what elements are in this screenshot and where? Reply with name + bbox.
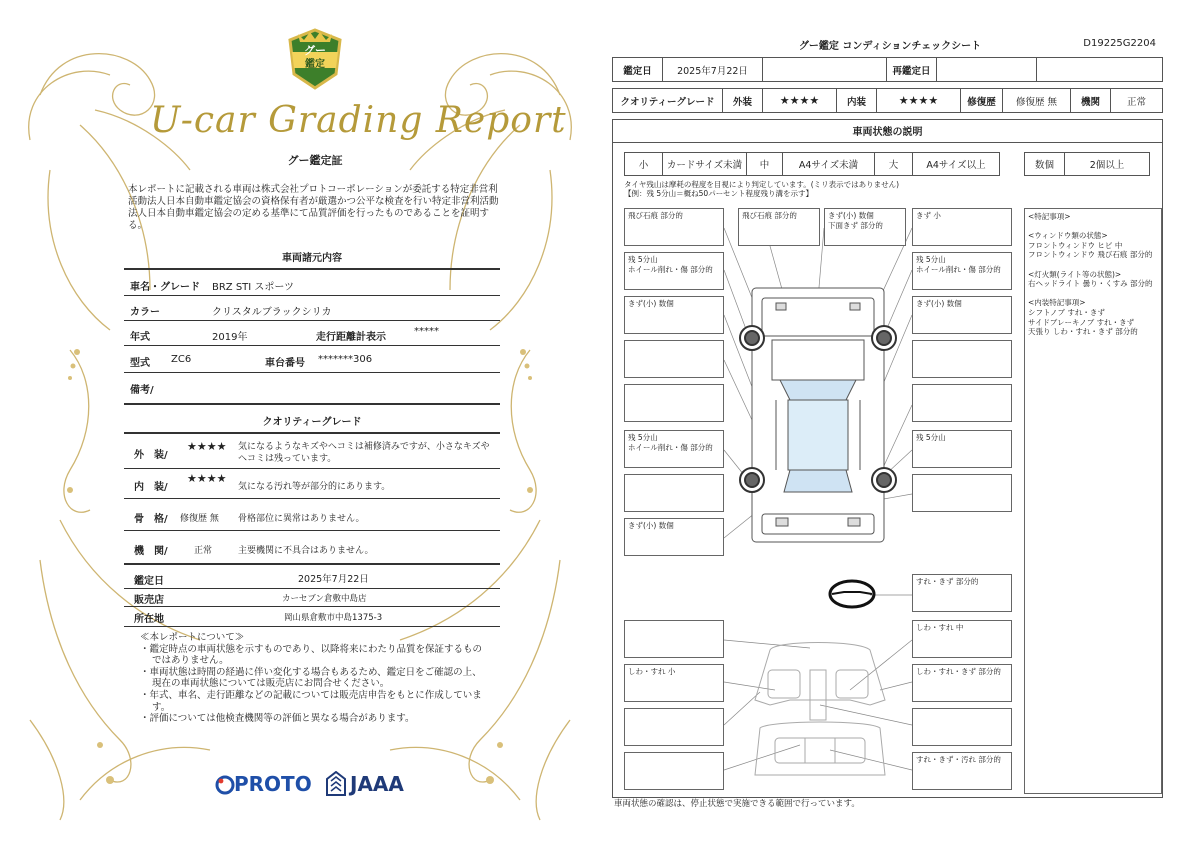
appraisal-date-label: 鑑定日 bbox=[613, 58, 663, 81]
condition-box: 飛び石痕 部分的 bbox=[738, 208, 820, 246]
mileage-value: ***** bbox=[414, 326, 439, 337]
appraisal-date-value: 2025年7月22日 bbox=[298, 574, 369, 585]
spec-section-title: 車両諸元内容 bbox=[282, 253, 342, 264]
remarks-line: 天張り しわ・すれ・きず 部分的 bbox=[1028, 327, 1138, 337]
interior-stars: ★★★★ bbox=[187, 472, 227, 485]
condition-box bbox=[912, 340, 1012, 378]
remarks-line bbox=[1028, 289, 1158, 299]
car-interior-view bbox=[755, 643, 885, 776]
note-item: ・車両状態は時間の経過に伴い変化する場合もあるため、鑑定日をご確認の上、現在の車両状態については販売店にお問合せください。 bbox=[140, 666, 482, 690]
address-label: 所在地 bbox=[134, 614, 164, 625]
exterior-stars: ★★★★ bbox=[187, 440, 227, 453]
condition-box: 残 5分山 ホイール削れ・傷 部分的 bbox=[624, 430, 724, 468]
count-desc: 2個以上 bbox=[1089, 160, 1125, 171]
condition-box: きず(小) 数個 bbox=[912, 296, 1012, 334]
condition-title: 車両状態の説明 bbox=[612, 119, 1163, 143]
proto-logo: PROTO bbox=[234, 772, 312, 796]
chassis-label: 車台番号 bbox=[265, 358, 305, 369]
note-item: ・評価については他検査機関等の評価と異なる場合があります。 bbox=[140, 713, 415, 725]
goo-appraisal-badge bbox=[286, 28, 344, 90]
divider bbox=[124, 268, 500, 270]
interior-label: 内 装/ bbox=[134, 482, 168, 493]
condition-box: 飛び石痕 部分的 bbox=[624, 208, 724, 246]
condition-box: すれ・きず 部分的 bbox=[912, 574, 1012, 612]
tire-note: タイヤ残山は摩耗の程度を目視により判定しています。(ミリ表示ではありません) bbox=[624, 180, 900, 189]
divider bbox=[124, 563, 500, 565]
condition-box bbox=[624, 708, 724, 746]
car-name-value: BRZ STI スポーツ bbox=[212, 282, 295, 293]
divider bbox=[124, 606, 500, 607]
exterior-label: 外 装/ bbox=[134, 450, 168, 461]
engine-label: 機 関/ bbox=[134, 546, 168, 557]
condition-box bbox=[912, 708, 1012, 746]
tire-note-example: 【例：残 5分山＝概ね50パーセント程度残り溝を示す】 bbox=[624, 189, 814, 198]
remarks-line: サイドブレーキノブ すれ・きず bbox=[1028, 317, 1135, 327]
remarks-label: 備考/ bbox=[130, 385, 154, 396]
condition-box: きず(小) 数個 bbox=[624, 296, 724, 334]
car-top-view bbox=[752, 288, 884, 542]
report-script-title: U-car Grading Report bbox=[150, 100, 567, 141]
engine-text: 主要機関に不具合はありません。 bbox=[238, 546, 374, 556]
badge-bottom-text: 鑑定 bbox=[305, 59, 325, 70]
condition-box bbox=[624, 620, 724, 658]
count-label: 数個 bbox=[1025, 153, 1065, 175]
condition-box: きず 小 bbox=[912, 208, 1012, 246]
note-item: ・鑑定時点の車両状態を示すものであり、以降将来にわたり品質を保証するものではありません。 bbox=[140, 643, 483, 667]
appraisal-date-value: 2025年7月22日 bbox=[663, 58, 763, 81]
divider bbox=[124, 403, 500, 405]
car-name-label: 車名・グレード bbox=[130, 282, 200, 293]
condition-check-sheet bbox=[600, 0, 1200, 848]
exterior-label: 外装 bbox=[723, 89, 763, 112]
repair-history-label: 修復歴 bbox=[961, 89, 1003, 112]
engine-label: 機関 bbox=[1071, 89, 1111, 112]
color-value: クリスタルブラックシリカ bbox=[212, 307, 332, 318]
remarks-line: 右ヘッドライト 曇り・くすみ 部分的 bbox=[1028, 279, 1153, 289]
divider bbox=[124, 588, 500, 589]
exterior-text: 気になるようなキズやヘコミは補修済みですが、小さなキズやヘコミは残っています。 bbox=[238, 442, 490, 464]
interior-stars: ★★★★ bbox=[877, 89, 961, 112]
size-medium: 中 bbox=[747, 153, 783, 175]
sheet-title: グー鑑定 コンディションチェックシート bbox=[798, 41, 982, 52]
condition-box bbox=[912, 474, 1012, 512]
jaaa-logo-icon bbox=[326, 771, 346, 797]
remarks-line bbox=[1028, 260, 1158, 270]
remarks-line: <灯火類(ライト等の状態)> bbox=[1028, 269, 1122, 279]
store-label: 販売店 bbox=[134, 595, 164, 606]
divider bbox=[124, 372, 500, 373]
divider bbox=[124, 468, 500, 469]
interior-text: 気になる汚れ等が部分的にあります。 bbox=[238, 482, 391, 492]
store-value: カーセブン倉敷中島店 bbox=[282, 594, 367, 604]
condition-box: きず(小) 数個 bbox=[624, 518, 724, 556]
badge-top-text: グー bbox=[304, 44, 326, 57]
condition-box: しわ・すれ 中 bbox=[912, 620, 1012, 658]
remarks-title: <特記事項> bbox=[1028, 212, 1071, 221]
size-small-desc: カードサイズ未満 bbox=[663, 153, 747, 175]
steering-wheel-icon bbox=[830, 581, 874, 607]
model-label: 型式 bbox=[130, 358, 150, 369]
divider bbox=[124, 295, 500, 296]
appraisal-date-label: 鑑定日 bbox=[134, 576, 164, 587]
certificate-intro: 本レポートに記載される車両は株式会社プロトコーポレーションが委託する特定非営利活動法人日本自動車鑑定協会の資格保有者が厳選かつ公平な検査を行い特定非営利活動法人日本自動車鑑定協会の定める基準にて品質評価を行ったものであることを証明する。 bbox=[128, 184, 499, 231]
remarks-line: <内装特記事項> bbox=[1028, 298, 1086, 308]
condition-box bbox=[624, 752, 724, 790]
model-value: ZC6 bbox=[171, 354, 192, 365]
remarks-line: <ウィンドウ類の状態> bbox=[1028, 231, 1108, 241]
condition-box: しわ・すれ・きず 部分的 bbox=[912, 664, 1012, 702]
sheet-footer-note: 車両状態の確認は、停止状態で実施できる範囲で行っています。 bbox=[614, 799, 860, 809]
size-medium-desc: A4サイズ未満 bbox=[783, 153, 875, 175]
condition-box: きず(小) 数個 下面きず 部分的 bbox=[824, 208, 906, 246]
notes-title: ≪本レポートについて≫ bbox=[140, 632, 245, 643]
divider bbox=[124, 626, 500, 627]
remarks-line: シフトノブ すれ・きず bbox=[1028, 307, 1105, 317]
document-number: D19225G2204 bbox=[1083, 38, 1156, 49]
jaaa-logo: JAAA bbox=[350, 772, 404, 796]
chassis-value: *******306 bbox=[318, 354, 373, 365]
divider bbox=[124, 498, 500, 499]
note-item: ・年式、車名、走行距離などの記載については販売店申告をもとに作成しています。 bbox=[140, 689, 482, 713]
engine-value: 正常 bbox=[194, 546, 213, 556]
repair-history-value: 修復歴 無 bbox=[1003, 89, 1071, 112]
year-label: 年式 bbox=[130, 332, 150, 343]
special-remarks bbox=[1024, 208, 1162, 794]
mileage-label: 走行距離計表示 bbox=[316, 332, 386, 343]
remarks-line: フロントウィンドウ 飛び石痕 部分的 bbox=[1028, 250, 1153, 260]
quality-grade-label: クオリティーグレード bbox=[613, 89, 723, 112]
frame-label: 骨 格/ bbox=[134, 514, 168, 525]
divider bbox=[124, 345, 500, 346]
color-label: カラー bbox=[130, 307, 160, 318]
size-large: 大 bbox=[875, 153, 913, 175]
interior-label: 内装 bbox=[837, 89, 877, 112]
year-value: 2019年 bbox=[212, 332, 248, 343]
engine-value: 正常 bbox=[1126, 96, 1146, 108]
exterior-stars: ★★★★ bbox=[763, 89, 837, 112]
size-large-desc: A4サイズ以上 bbox=[926, 160, 986, 171]
quality-section-title: クオリティーグレード bbox=[262, 417, 362, 428]
address-value: 岡山県倉敷市中島1375-3 bbox=[284, 613, 383, 623]
condition-box bbox=[624, 474, 724, 512]
reappraisal-date-label: 再鑑定日 bbox=[887, 58, 937, 81]
condition-box bbox=[912, 384, 1012, 422]
condition-box: しわ・すれ 小 bbox=[624, 664, 724, 702]
condition-box bbox=[624, 340, 724, 378]
divider bbox=[124, 530, 500, 531]
divider bbox=[124, 432, 500, 434]
remarks-line bbox=[1028, 222, 1158, 232]
remarks-line: フロントウィンドウ ヒビ 中 bbox=[1028, 240, 1123, 250]
report-notes bbox=[140, 632, 490, 725]
condition-box bbox=[624, 384, 724, 422]
proto-logo-icon bbox=[215, 775, 235, 795]
condition-box: 残 5分山 ホイール削れ・傷 部分的 bbox=[912, 252, 1012, 290]
frame-value: 修復歴 無 bbox=[180, 514, 219, 524]
certificate-title: グー鑑定証 bbox=[287, 154, 343, 167]
size-small: 小 bbox=[625, 153, 663, 175]
condition-box: 残 5分山 bbox=[912, 430, 1012, 468]
divider bbox=[124, 320, 500, 321]
frame-text: 骨格部位に異常はありません。 bbox=[238, 514, 365, 524]
condition-box: 残 5分山 ホイール削れ・傷 部分的 bbox=[624, 252, 724, 290]
condition-box: すれ・きず・汚れ 部分的 bbox=[912, 752, 1012, 790]
